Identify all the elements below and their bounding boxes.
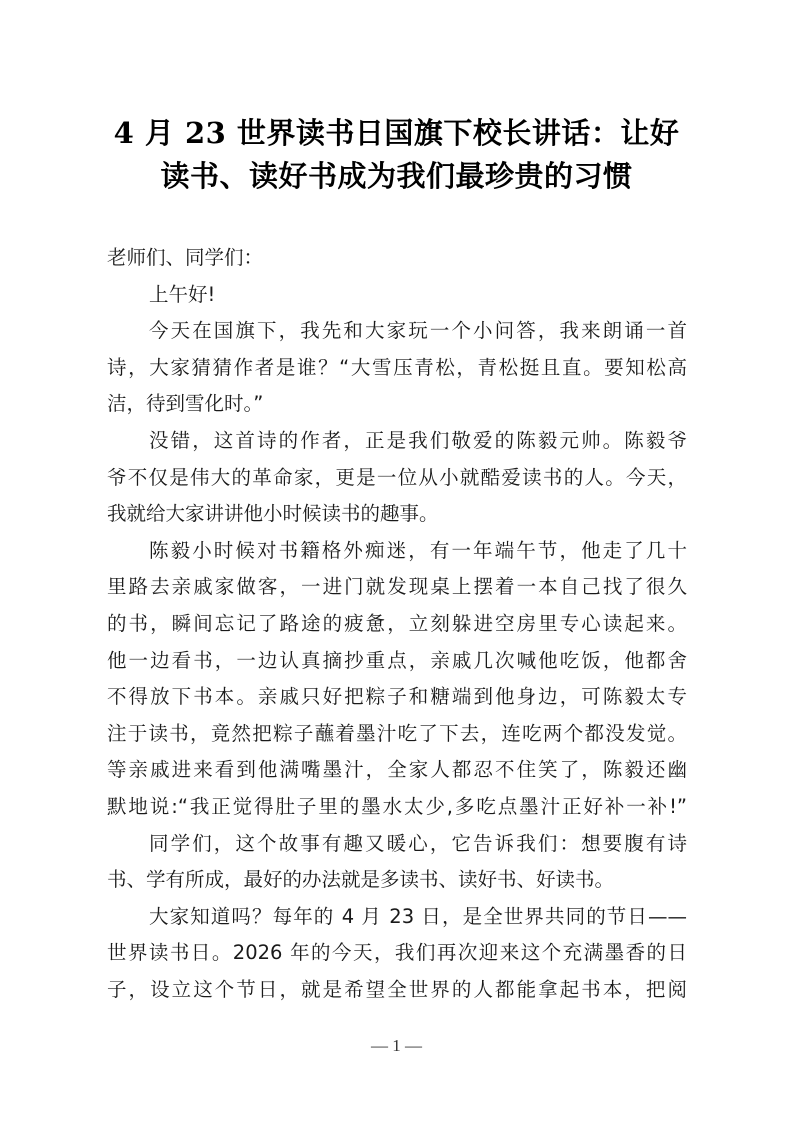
paragraph-line: 世界读书日。2026 年的今天，我们再次迎来这个充满墨香的日 xyxy=(107,941,687,965)
speech-body xyxy=(107,240,687,1008)
paragraph-line: 爷不仅是伟大的革命家，更是一位从小就酷爱读书的人。今天， xyxy=(107,465,687,489)
paragraph-line: 我就给大家讲讲他小时候读书的趣事。 xyxy=(107,502,439,526)
paragraph-line: 子，设立这个节日，就是希望全世界的人都能拿起书本，把阅 xyxy=(107,977,687,1001)
title-line-1: 4 月 23 世界读书日国旗下校长讲话：让好 xyxy=(113,116,680,150)
paragraph-line: 书、学有所成，最好的办法就是多读书、读好书、好读书。 xyxy=(107,868,615,892)
paragraph-line: 同学们，这个故事有趣又暖心，它告诉我们：想要腹有诗 xyxy=(149,831,687,855)
paragraph-line: 等亲戚进来看到他满嘴墨汁，全家人都忍不住笑了，陈毅还幽 xyxy=(107,758,687,782)
greeting: 上午好! xyxy=(149,282,216,306)
document-title xyxy=(90,112,703,198)
paragraph-line: 他一边看书，一边认真摘抄重点，亲戚几次喊他吃饭，他都舍 xyxy=(107,648,687,672)
paragraph-line: 今天在国旗下，我先和大家玩一个小问答，我来朗诵一首 xyxy=(149,319,687,343)
paragraph-line: 洁，待到雪化时。” xyxy=(107,392,264,416)
salutation: 老师们、同学们： xyxy=(107,246,264,269)
body-lines xyxy=(107,313,687,1008)
paragraph-line: 没错，这首诗的作者，正是我们敬爱的陈毅元帅。陈毅爷 xyxy=(149,428,687,452)
paragraph-line: 大家知道吗？每年的 4 月 23 日，是全世界共同的节日—— xyxy=(149,904,687,928)
paragraph-line: 诗，大家猜猜作者是谁？“大雪压青松，青松挺且直。要知松高 xyxy=(107,355,687,379)
paragraph-line: 里路去亲戚家做客，一进门就发现桌上摆着一本自己找了很久 xyxy=(107,575,687,599)
paragraph-line: 的书，瞬间忘记了路途的疲惫，立刻躲进空房里专心读起来。 xyxy=(107,611,687,635)
paragraph-line: 不得放下书本。亲戚只好把粽子和糖端到他身边，可陈毅太专 xyxy=(107,685,687,709)
paragraph-line: 注于读书，竟然把粽子蘸着墨汁吃了下去，连吃两个都没发觉。 xyxy=(107,721,687,745)
title-line-2: 读书、读好书成为我们最珍贵的习惯 xyxy=(160,159,633,193)
paragraph-line: 陈毅小时候对书籍格外痴迷，有一年端午节，他走了几十 xyxy=(149,538,687,562)
paragraph-line: 默地说:“我正觉得肚子里的墨水太少,多吃点墨汁正好补一补!” xyxy=(107,794,687,818)
page-number: — 1 — xyxy=(371,1036,422,1055)
